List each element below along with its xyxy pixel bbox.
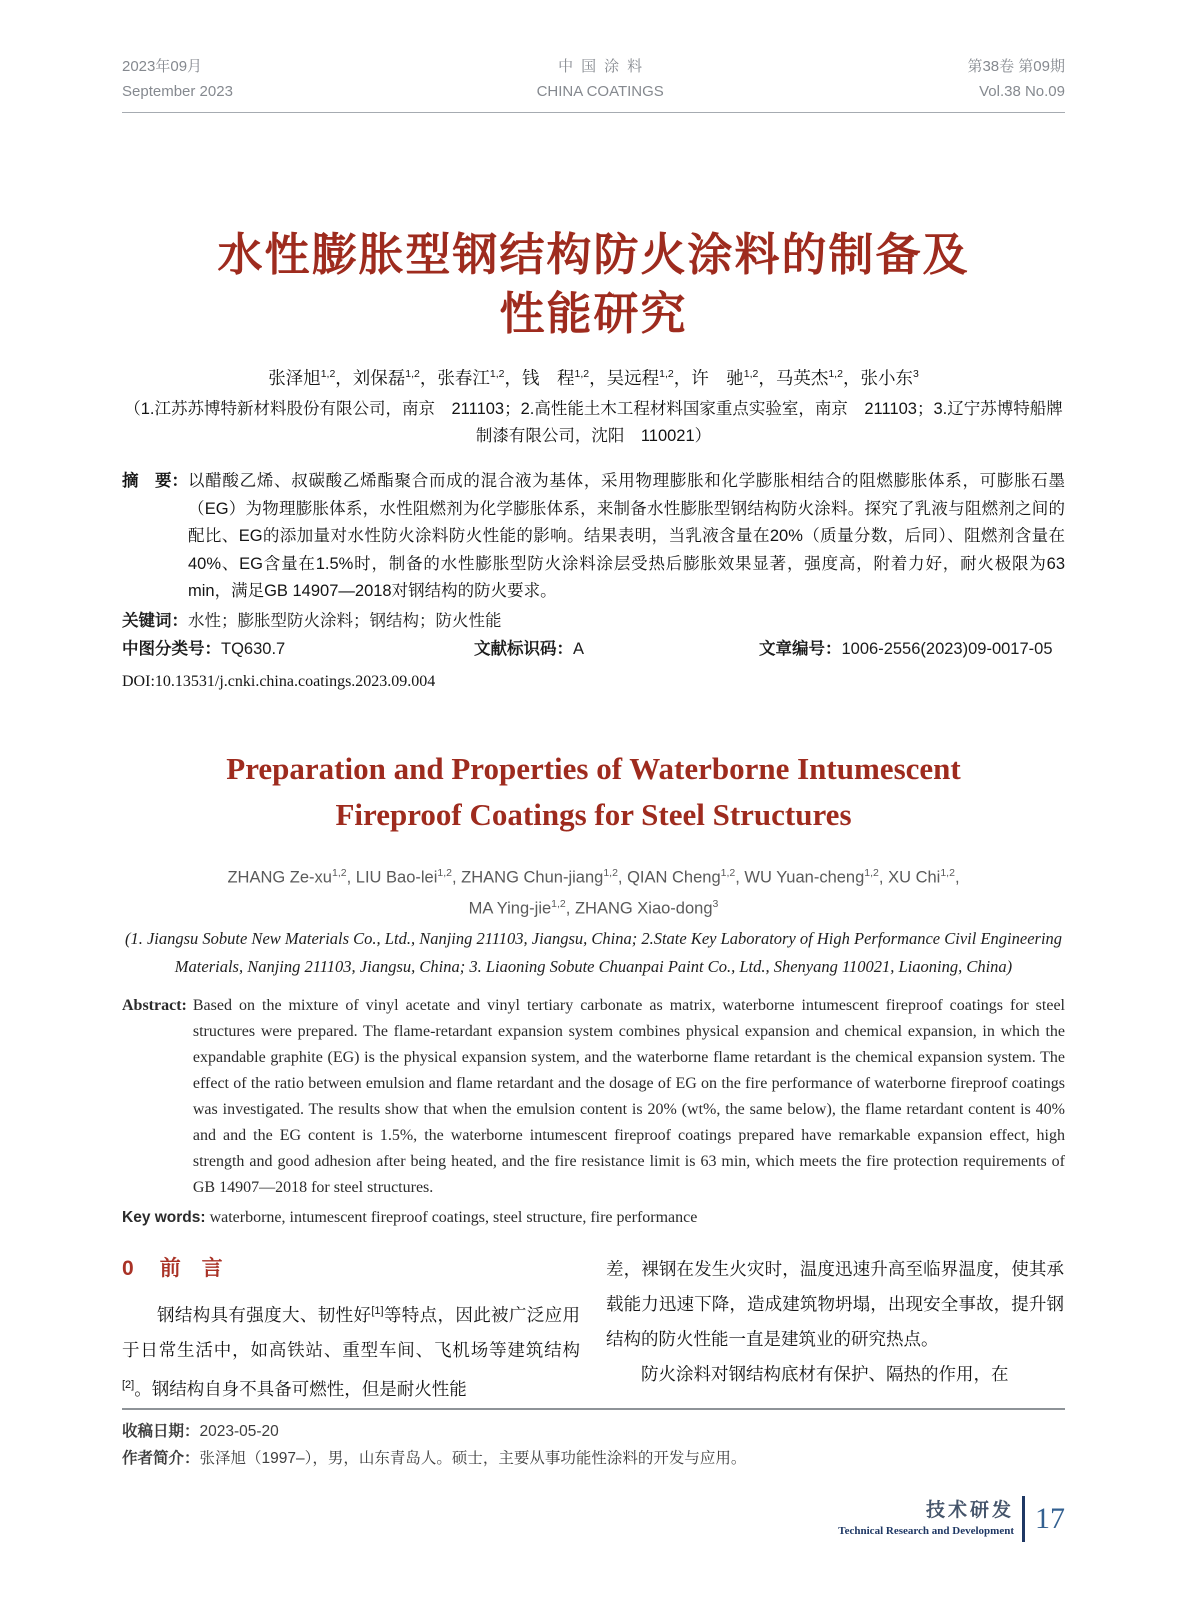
citation-ref: [2] — [122, 1378, 135, 1391]
author-cn: 张小东$^3$ — [860, 368, 919, 388]
authors-cn — [122, 365, 1065, 390]
keywords-cn-text: 水性；膨胀型防火涂料；钢结构；防火性能 — [188, 611, 502, 630]
author-cn: 张春江$^{1,2}$， — [437, 368, 523, 388]
affiliations-cn: （1.江苏苏博特新材料股份有限公司，南京 211103；2.高性能土木工程材料国家重点实验室，南京 211103；3.辽宁苏博特船牌制漆有限公司，沈阳 110021） — [124, 400, 1063, 445]
header-date-cn: 2023年09月 — [122, 58, 203, 75]
keywords-cn-label: 关键词： — [122, 611, 188, 630]
intro-paragraph-right-2: 防火涂料对钢结构底材有保护、隔热的作用，在 — [641, 1364, 1009, 1384]
abstract-cn-text: 以醋酸乙烯、叔碳酸乙烯酯聚合而成的混合液为基体，采用物理膨胀和化学膨胀相结合的阻燃膨胀体系，可膨胀石墨（EG）为物理膨胀体系，水性阻燃剂为化学膨胀体系，来制备水性膨胀型钢结构防火涂料。探究了乳液与阻燃剂之间的配比、EG的添加量对水性防火涂料防火性能的影响。结果表明，当乳液含量在20%（质量分数，后同）、阻燃剂含量在40%、EG含量在1.5%时，制备的水性膨胀型防火涂料涂层受热后膨胀效果显著，强度高，附着力好，耐火极限为63 min，满足GB 14907—2018对钢结构的防火要求。 — [188, 472, 1065, 600]
journal-name-en: CHINA COATINGS — [536, 83, 664, 100]
author-cn: 刘保磊$^{1,2}$， — [352, 368, 438, 388]
header-date-en: September 2023 — [122, 83, 233, 100]
received-date-label: 收稿日期： — [122, 1423, 200, 1440]
title-en-line1: Preparation and Properties of Waterborne Intumescent — [226, 750, 961, 786]
title-cn-line1: 水性膨胀型钢结构防火涂料的制备及 — [217, 229, 970, 280]
article-title-cn — [122, 225, 1065, 343]
header-date — [122, 54, 233, 104]
section-heading-intro — [122, 1252, 580, 1286]
clc-number: 中图分类号：TQ630.7 — [122, 640, 286, 658]
article-title-en — [122, 746, 1065, 838]
intro-left-column — [122, 1252, 580, 1407]
authors-en-line1: ZHANG Ze-xu$^{1,2}$, LIU Bao-lei$^{1,2}$, ZHANG Chun-jiang$^{1,2}$, QIAN Cheng$^{1,2}$, WU Yuan-cheng$^{1,2}$, XU Chi$^{1,2}$, — [227, 866, 960, 886]
title-cn-line2: 性能研究 — [499, 288, 688, 339]
affiliations-en: (1. Jiangsu Sobute New Materials Co., Ltd., Nanjing 211103, Jiangsu, China; 2.State Key Laboratory of High Performance Civil Engineering Materials, Nanjing 211103, Jiangsu, China; 3. Liaoning Sobute Chuanpai Paint Co., Ltd., Shenyang 110021, Liaoning, China) — [124, 928, 1063, 976]
author-cn: 吴远程$^{1,2}$， — [606, 368, 692, 388]
authors-en — [122, 860, 1065, 923]
footer-divider-bar — [1022, 1496, 1025, 1542]
author-bio-value: 张泽旭（1997–），男，山东青岛人。硕士，主要从事功能性涂料的开发与应用。 — [199, 1450, 747, 1467]
received-date-line — [122, 1418, 1065, 1445]
article-id: 文章编号：1006-2556(2023)09-0017-05 — [759, 640, 1053, 658]
intro-paragraph-left: 钢结构具有强度大、韧性好[1]等特点，因此被广泛应用于日常生活中，如高铁站、重型车间、飞机场等建筑结构[2]。钢结构自身不具备可燃性，但是耐火性能 — [122, 1304, 580, 1399]
abstract-cn — [122, 468, 1065, 606]
section-number: 0 — [122, 1257, 134, 1280]
author-cn: 张泽旭$^{1,2}$， — [268, 368, 353, 388]
header-journal-name — [537, 54, 664, 104]
abstract-en-label: Abstract: — [122, 996, 187, 1014]
keywords-en — [122, 1205, 1065, 1231]
header-issue — [967, 54, 1065, 104]
author-cn: 马英杰$^{1,2}$， — [775, 368, 861, 388]
footer-section-en: Technical Research and Development — [838, 1525, 1014, 1537]
keywords-en-label: Key words: — [122, 1208, 206, 1226]
keywords-cn — [122, 608, 1065, 636]
authors-en-line2: MA Ying-jie$^{1,2}$, ZHANG Xiao-dong$^3$ — [468, 898, 719, 918]
author-bio-line — [122, 1445, 1065, 1472]
title-en-line2: Fireproof Coatings for Steel Structures — [335, 796, 852, 832]
header-issue-en: Vol.38 No.09 — [979, 83, 1065, 100]
header-issue-cn: 第38卷 第09期 — [967, 58, 1065, 75]
footer-section-name — [838, 1499, 1014, 1539]
footer-section-cn: 技术研发 — [925, 1500, 1014, 1521]
page-footer — [838, 1496, 1065, 1542]
section-title: 前 言 — [159, 1257, 223, 1280]
abstract-en-text: Based on the mixture of vinyl acetate and vinyl tertiary carbonate as matrix, waterborne intumescent fireproof coatings for steel structures were prepared. The flame-retardant expansion system combines physical expansion and chemical expansion, in which the expandable graphite (EG) is the physical expansion system, and the waterborne flame retardant is the chemical expansion system. The effect of the ratio between emulsion and flame retardant and the dosage of EG on the fire performance of waterborne fireproof coatings was investigated. The results show that when the emulsion content is 20% (wt%, the same below), the flame retardant content is 40% and and the EG content is 1.5%, the waterborne intumescent fireproof coatings prepared have remarkable expansion effect, high strength and good adhesion after being heated, and the fire resistance limit is 63 min, which meets the fire protection requirements of GB 14907—2018 for steel structures. — [192, 996, 1065, 1196]
classification-row — [122, 636, 1065, 664]
journal-name-cn: 中国涂料 — [558, 58, 651, 75]
author-cn: 许 驰$^{1,2}$， — [691, 368, 776, 388]
footnote-block — [122, 1408, 1065, 1472]
received-date-value: 2023-05-20 — [199, 1423, 279, 1440]
author-bio-label: 作者简介： — [122, 1450, 200, 1467]
abstract-cn-label: 摘 要： — [122, 472, 188, 490]
abstract-en — [122, 993, 1065, 1201]
intro-right-column — [606, 1252, 1064, 1407]
intro-paragraph-right-1: 差，裸钢在发生火灾时，温度迅速升高至临界温度，使其承载能力迅速下降，造成建筑物坍塌，出现安全事故，提升钢结构的防火性能一直是建筑业的研究热点。 — [606, 1259, 1064, 1349]
page-number: 17 — [1035, 1502, 1065, 1535]
doi: DOI:10.13531/j.cnki.china.coatings.2023.09.004 — [122, 672, 436, 690]
journal-header — [122, 0, 1065, 113]
intro-columns — [122, 1252, 1065, 1407]
introduction-section — [122, 1252, 1065, 1407]
keywords-en-text: waterborne, intumescent fireproof coatings, steel structure, fire performance — [209, 1208, 698, 1226]
author-cn: 钱 程$^{1,2}$， — [522, 368, 607, 388]
citation-ref: [1] — [371, 1305, 384, 1317]
page-content — [122, 0, 1065, 1231]
document-code: 文献标识码：A — [474, 640, 585, 658]
